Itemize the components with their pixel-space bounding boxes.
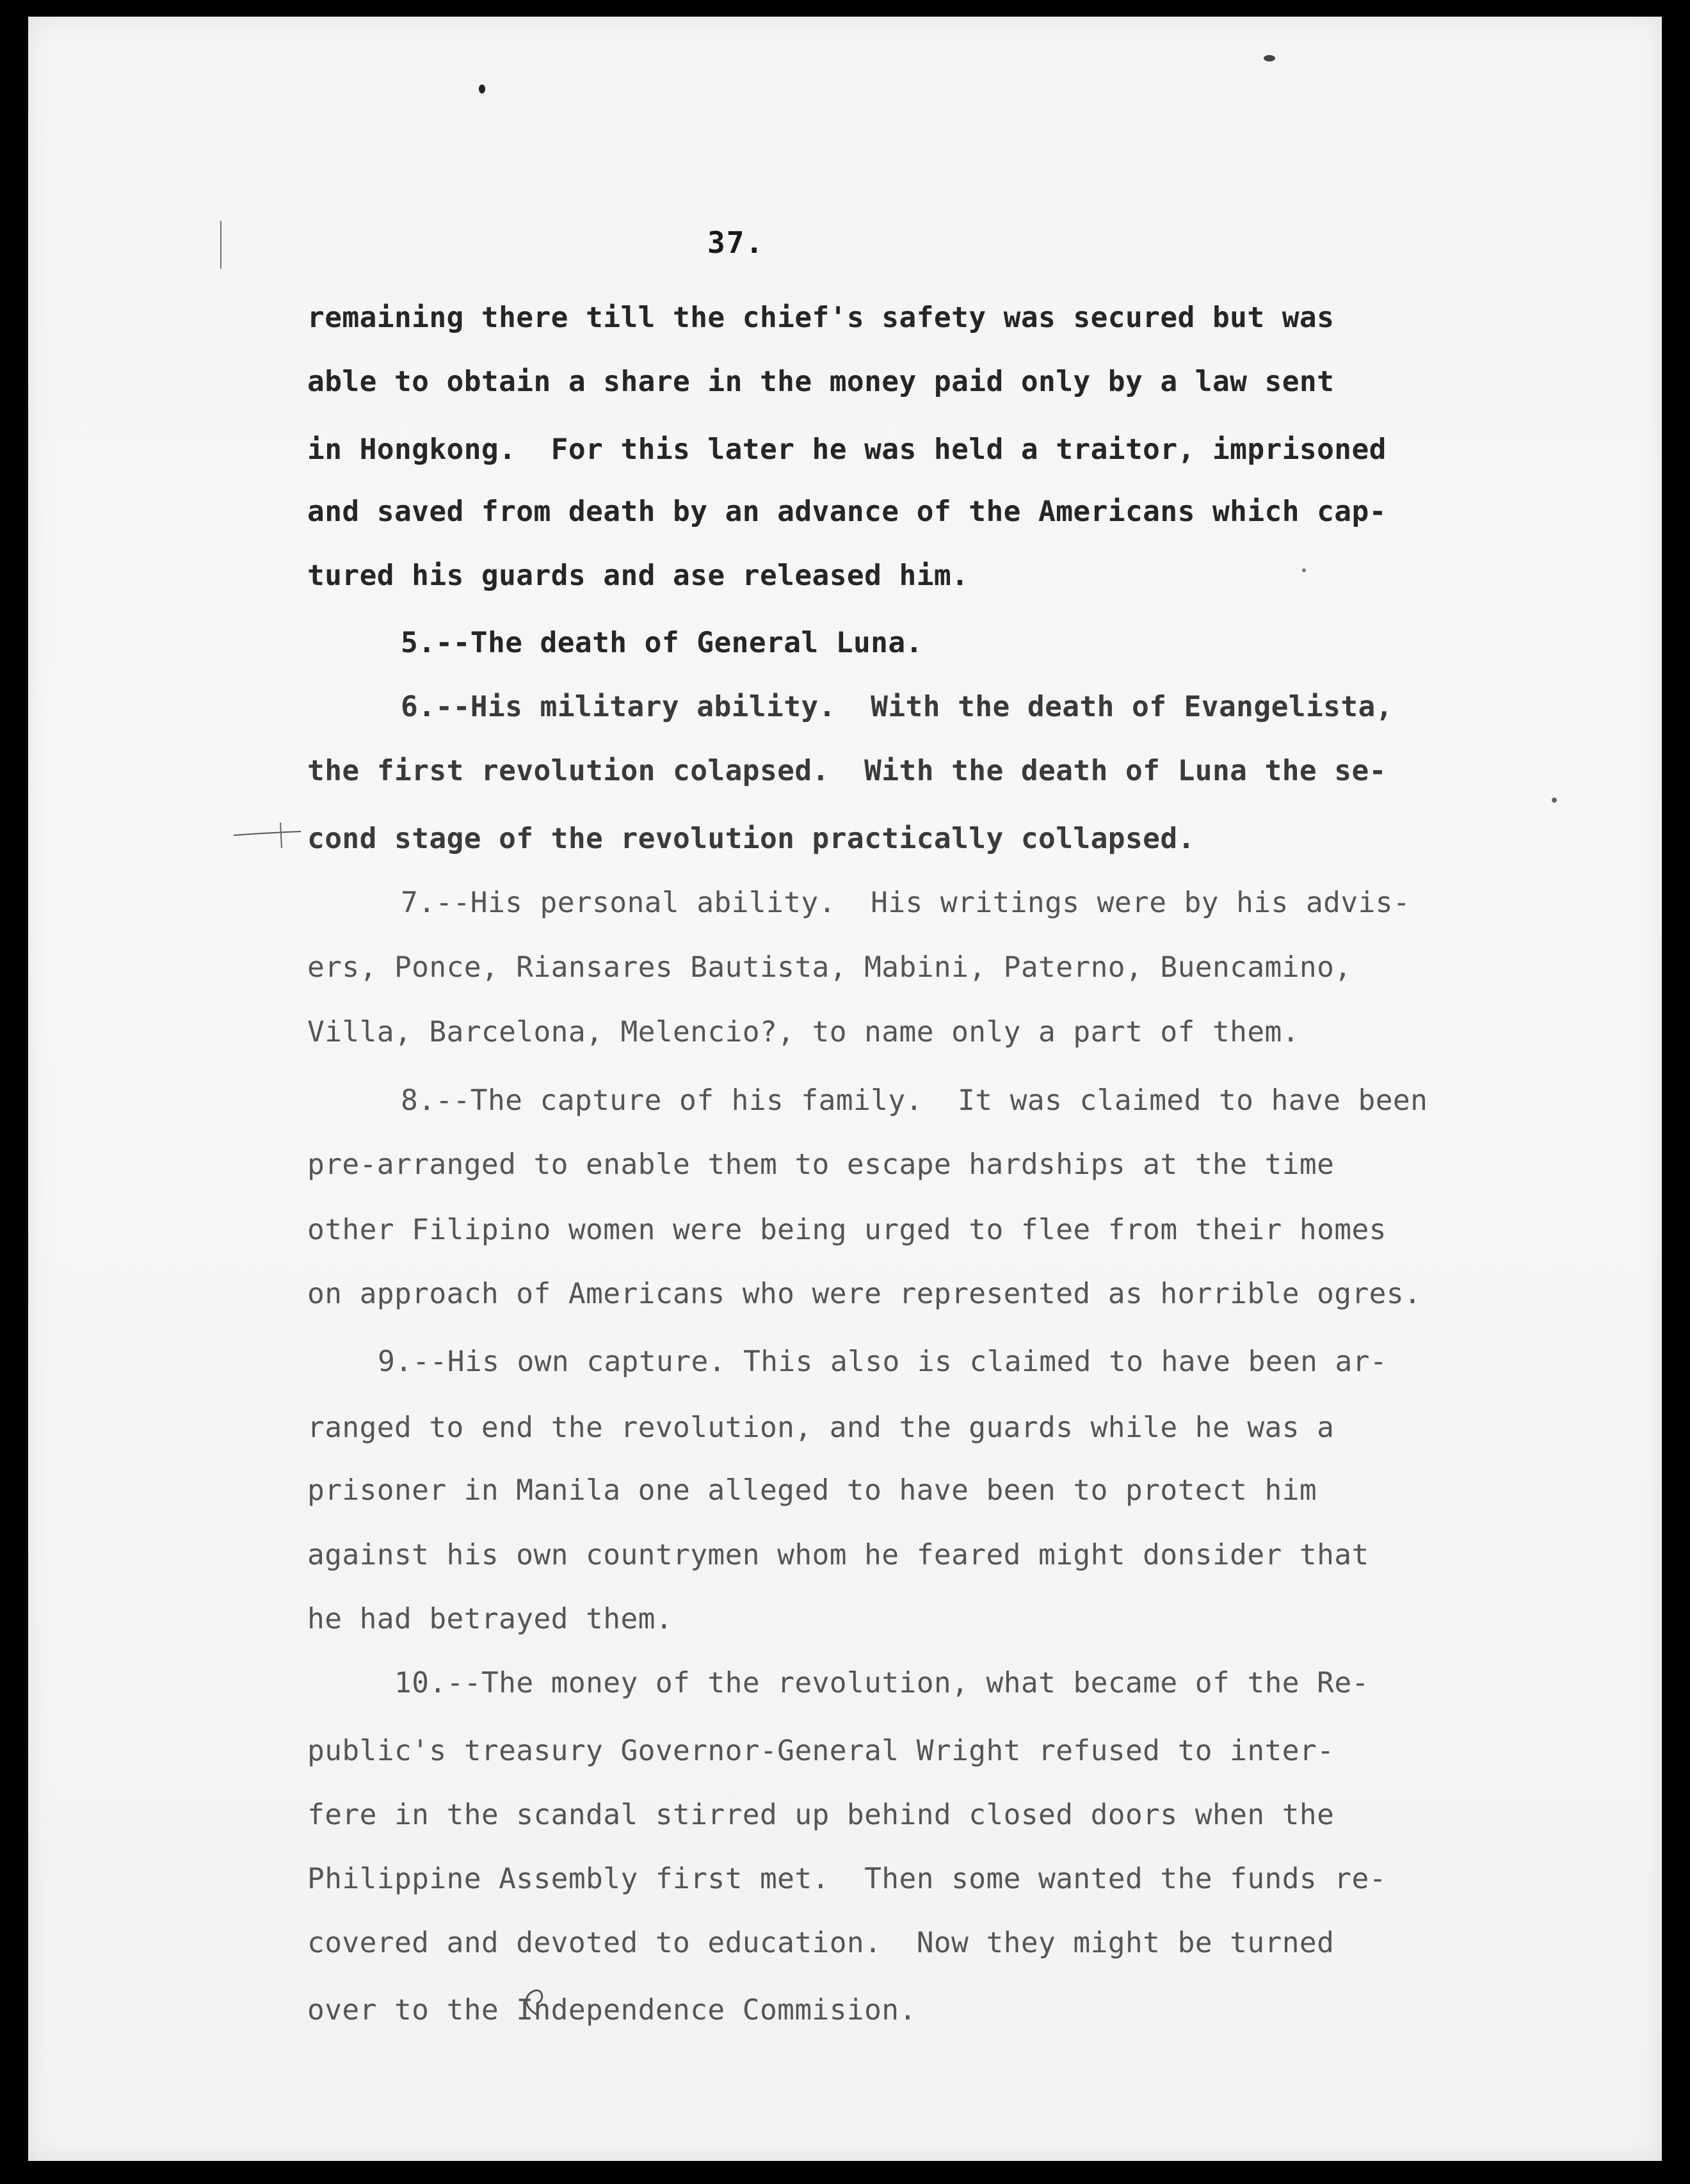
text-line: 10.--The money of the revolution, what became of the Re- xyxy=(394,1667,1369,1699)
text-line: the first revolution colapsed. With the death of Luna the se- xyxy=(307,755,1387,787)
text-line: 8.--The capture of his family. It was claimed to have been xyxy=(401,1084,1428,1117)
text-line: cond stage of the revolution practically collapsed. xyxy=(307,823,1195,855)
text-line: public's treasury Governor-General Wright refused to inter- xyxy=(307,1735,1335,1767)
ink-speck xyxy=(479,84,485,93)
text-line: Villa, Barcelona, Melencio?, to name only a part of them. xyxy=(307,1016,1300,1048)
text-line: prisoner in Manila one alleged to have been to protect him xyxy=(307,1474,1317,1507)
text-line: ers, Ponce, Riansares Bautista, Mabini, Paterno, Buencamino, xyxy=(307,951,1352,984)
page-number: 37. xyxy=(707,225,765,260)
pencil-mark xyxy=(230,816,307,855)
text-line: able to obtain a share in the money paid only by a law sent xyxy=(307,365,1335,398)
text-line: other Filipino women were being urged to flee from their homes xyxy=(307,1214,1387,1246)
text-line: 9.--His own capture. This also is claimed to have been ar- xyxy=(378,1345,1388,1378)
pencil-mark xyxy=(512,1983,551,2021)
text-line: Philippine Assembly first met. Then some wanted the funds re- xyxy=(307,1863,1387,1895)
text-line: in Hongkong. For this later he was held a traitor, imprisoned xyxy=(307,433,1387,466)
text-line: over to the Independence Commision. xyxy=(307,1994,917,2027)
text-line: 5.--The death of General Luna. xyxy=(401,627,923,659)
text-line: remaining there till the chief's safety was secured but was xyxy=(307,301,1335,334)
ink-speck xyxy=(1552,798,1557,803)
text-line: tured his guards and ase released him. xyxy=(307,559,969,592)
ink-speck xyxy=(1302,568,1306,572)
text-line: covered and devoted to education. Now they might be turned xyxy=(307,1927,1335,1959)
text-line: against his own countrymen whom he feared might donsider that xyxy=(307,1539,1369,1571)
text-line: ranged to end the revolution, and the guards while he was a xyxy=(307,1411,1335,1444)
text-line: on approach of Americans who were represented as horrible ogres. xyxy=(307,1278,1422,1310)
text-line: pre-arranged to enable them to escape hardships at the time xyxy=(307,1148,1335,1181)
text-line: 7.--His personal ability. His writings were by his advis- xyxy=(401,887,1411,919)
text-line: 6.--His military ability. With the death of Evangelista, xyxy=(401,691,1393,723)
text-line: fere in the scandal stirred up behind closed doors when the xyxy=(307,1799,1335,1831)
text-line: and saved from death by an advance of the Americans which cap- xyxy=(307,495,1387,528)
pencil-mark xyxy=(211,218,230,275)
text-line: he had betrayed them. xyxy=(307,1603,673,1635)
ink-speck xyxy=(1264,55,1275,61)
